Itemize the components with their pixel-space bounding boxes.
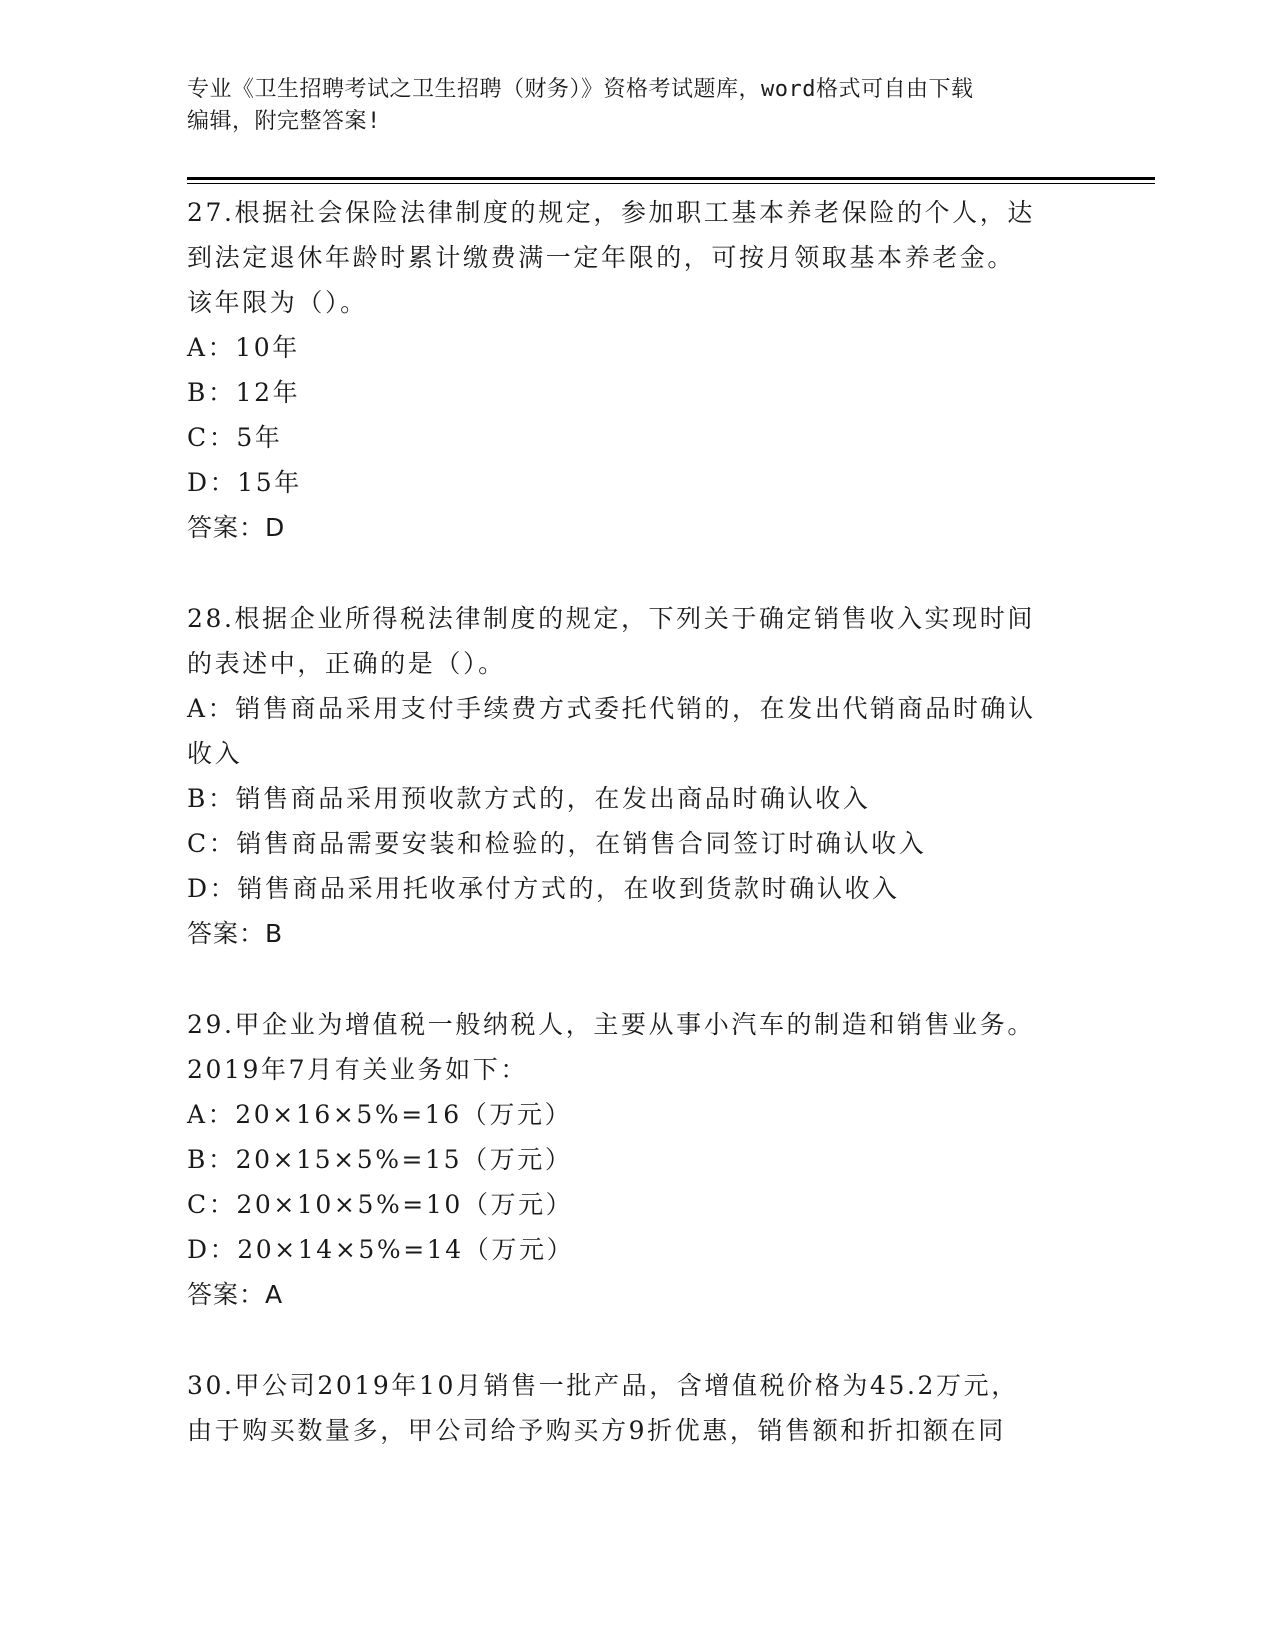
- question-stem-line: 30.甲公司2019年10月销售一批产品，含增值税价格为45.2万元，: [187, 1371, 1019, 1400]
- answer-label: 答案：A: [187, 1280, 284, 1309]
- question-list: [187, 190, 1087, 1499]
- question-30: [187, 1363, 1087, 1453]
- option-c: C：20×10×5%=10（万元）: [187, 1190, 574, 1219]
- question-27: [187, 190, 1087, 550]
- answer-label: 答案：B: [187, 919, 284, 948]
- question-stem-line: 到法定退休年龄时累计缴费满一定年限的，可按月领取基本养老金。: [187, 243, 1016, 272]
- option-c: C：销售商品需要安装和检验的，在销售合同签订时确认收入: [187, 829, 927, 858]
- option-a: A：20×16×5%=16（万元）: [187, 1100, 573, 1129]
- option-d: D：销售商品采用托收承付方式的，在收到货款时确认收入: [187, 874, 900, 903]
- question-stem-line: 由于购买数量多，甲公司给予购买方9折优惠，销售额和折扣额在同: [187, 1416, 1006, 1445]
- question-stem-line: 2019年7月有关业务如下：: [187, 1055, 528, 1084]
- option-a: A：销售商品采用支付手续费方式委托代销的，在发出代销商品时确认: [187, 694, 1036, 723]
- header-line-1: 专业《卫生招聘考试之卫生招聘（财务）》资格考试题库，word格式可自由下载: [187, 77, 974, 102]
- question-28: [187, 596, 1087, 956]
- option-a-continued: 收入: [187, 739, 243, 768]
- question-stem-line: 该年限为（）。: [187, 288, 368, 317]
- header-divider-thin: [187, 183, 1155, 184]
- answer-label: 答案：D: [187, 513, 286, 542]
- question-stem-line: 的表述中，正确的是（）。: [187, 649, 506, 678]
- option-c: C：5年: [187, 423, 283, 452]
- option-d: D：15年: [187, 468, 302, 497]
- question-stem-line: 28.根据企业所得税法律制度的规定，下列关于确定销售收入实现时间: [187, 604, 1035, 633]
- question-stem-line: 27.根据社会保险法律制度的规定，参加职工基本养老保险的个人，达: [187, 198, 1035, 227]
- option-b: B：20×15×5%=15（万元）: [187, 1145, 573, 1174]
- document-header: [187, 74, 1087, 138]
- question-29: [187, 1002, 1087, 1317]
- option-d: D：20×14×5%=14（万元）: [187, 1235, 575, 1264]
- option-b: B：销售商品采用预收款方式的，在发出商品时确认收入: [187, 784, 871, 813]
- header-divider-thick: [187, 177, 1155, 180]
- header-line-2: 编辑，附完整答案!: [187, 109, 381, 134]
- option-a: A：10年: [187, 333, 300, 362]
- option-b: B：12年: [187, 378, 301, 407]
- question-stem-line: 29.甲企业为增值税一般纳税人，主要从事小汽车的制造和销售业务。: [187, 1010, 1035, 1039]
